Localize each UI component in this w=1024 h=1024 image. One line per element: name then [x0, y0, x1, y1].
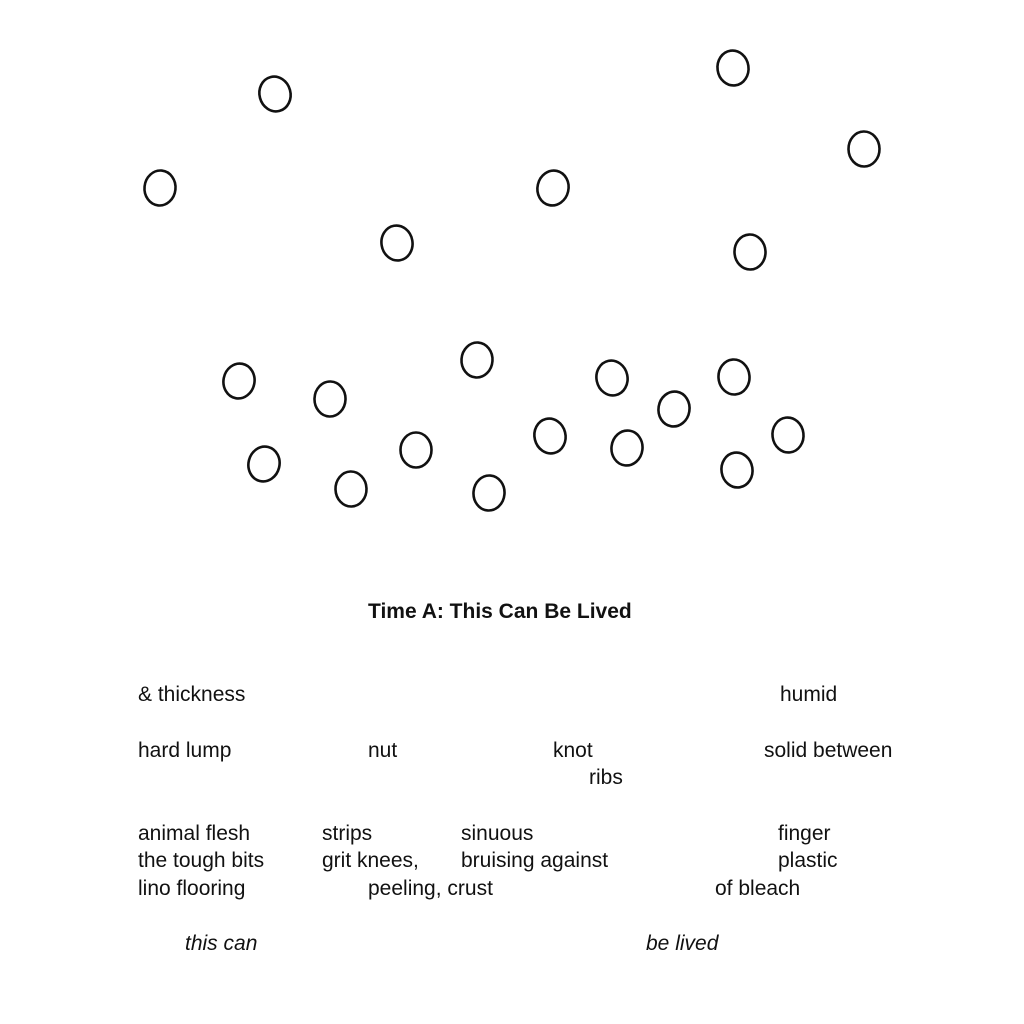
poem-word-knot: knot	[553, 739, 593, 762]
circle-glyph	[848, 131, 880, 167]
circle-glyph	[314, 381, 346, 417]
poem-word-be-lived: be lived	[646, 932, 719, 955]
poem-word-of-bleach: of bleach	[715, 877, 801, 900]
poem-word-bruising-against: bruising against	[461, 849, 609, 872]
circle-glyph	[531, 415, 570, 456]
circle-glyph	[656, 389, 692, 428]
circle-glyph	[379, 223, 416, 263]
circle-glyph	[534, 167, 572, 208]
circle-glyph	[719, 450, 755, 489]
circle-glyph	[220, 361, 257, 401]
poem-word-animal-flesh: animal flesh	[138, 822, 251, 845]
poem-word-lino-flooring: lino flooring	[138, 877, 246, 900]
poem-word-finger: finger	[778, 822, 831, 845]
page-title: Time A: This Can Be Lived	[368, 600, 632, 623]
circle-glyph	[143, 169, 177, 207]
circle-glyph	[335, 471, 367, 507]
circle-glyph	[593, 358, 631, 399]
poem-word-solid-between: solid between	[764, 739, 893, 762]
circle-glyph	[255, 73, 294, 115]
poem-word-tough-bits: the tough bits	[138, 849, 265, 872]
circle-glyph	[245, 443, 284, 484]
circle-glyph	[717, 358, 751, 396]
poem-word-nut: nut	[368, 739, 398, 762]
poem-word-strips: strips	[322, 822, 373, 845]
circle-glyph	[770, 416, 805, 455]
circle-glyph	[609, 429, 644, 468]
poem-word-grit-knees: grit knees,	[322, 849, 419, 872]
poem-word-thickness: & thickness	[138, 683, 246, 706]
poem-word-plastic: plastic	[778, 849, 838, 872]
poem-word-humid: humid	[780, 683, 838, 706]
circle-glyph	[734, 234, 767, 271]
circle-glyph	[715, 49, 751, 88]
poem-word-sinuous: sinuous	[461, 822, 534, 845]
poem-word-hard-lump: hard lump	[138, 739, 232, 762]
circle-glyph	[401, 433, 432, 468]
poem-word-this-can: this can	[185, 932, 258, 955]
circle-glyph	[472, 474, 506, 512]
poem-word-peeling-crust: peeling, crust	[368, 877, 493, 900]
circle-glyph	[460, 341, 493, 378]
poem-word-ribs: ribs	[589, 766, 623, 789]
